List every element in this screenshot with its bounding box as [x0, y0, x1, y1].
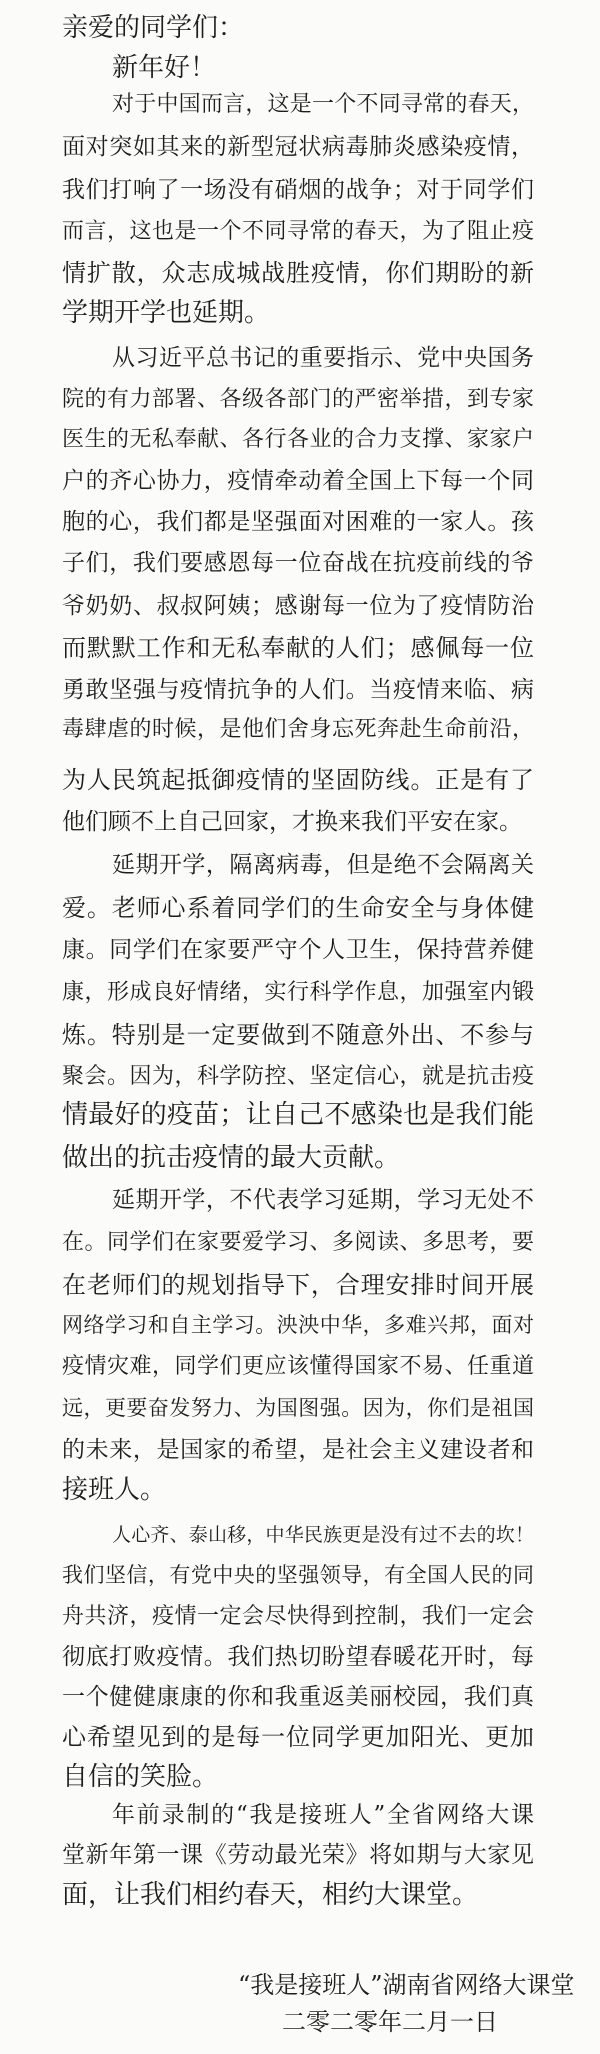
- letter-line: 爷奶奶、叔叔阿姨；感谢每一位为了疫情防治: [62, 593, 534, 619]
- letter-line: 康，形成良好情绪，实行科学作息，加强室内锻: [62, 980, 534, 1005]
- letter-line: 户的齐心协力，疫情牵动着全国上下每一个同: [62, 468, 534, 494]
- letter-line: 情扩散，众志成城战胜疫情，你们期盼的新: [62, 259, 534, 287]
- letter-line: 聚会。因为，科学防控、坚定信心，就是抗击疫: [62, 1064, 534, 1089]
- letter-line: 他们顾不上自己回家，才换来我们平安在家。: [62, 809, 522, 835]
- letter-line: 延期开学，不代表学习延期，学习无处不: [112, 1187, 534, 1213]
- letter-line: 毒肆虐的时候，是他们舍身忘死奔赴生命前沿，: [62, 717, 534, 742]
- letter-line: 做出的抗击疫情的最大贡献。: [62, 1143, 401, 1173]
- greeting: 新年好！: [112, 53, 217, 83]
- letter-line: 一个健健康康的你和我重返美丽校园，我们真: [62, 1684, 534, 1710]
- letter-line: 网络学习和自主学习。泱泱中华，多难兴邦，面对: [62, 1313, 534, 1337]
- letter-line: 人心齐、泰山移，中华民族更是没有过不去的坎！: [112, 1524, 534, 1546]
- letter-line: 接班人。: [62, 1475, 167, 1505]
- letter-line: 自信的笑脸。: [62, 1762, 219, 1792]
- letter-line: 学期开学也延期。: [62, 298, 271, 328]
- letter-line: 远，更要奋发努力、为国图强。因为，你们是祖国: [62, 1396, 534, 1420]
- letter-line: 康。同学们在家要严守个人卫生，保持营养健: [62, 937, 534, 963]
- letter-line: 而默默工作和无私奉献的人们；感佩每一位: [62, 634, 534, 662]
- letter-line: 年前录制的“我是接班人”全省网络大课: [112, 1802, 534, 1828]
- letter-line: 在。同学们在家要爱学习、多阅读、多思考，要: [62, 1230, 534, 1255]
- letter-line: 心希望见到的是每一位同学更加阳光、更加: [62, 1723, 534, 1751]
- letter-line: 爱。老师心系着同学们的生命安全与身体健: [62, 894, 534, 922]
- letter-line: 胞的心，我们都是坚强面对困难的一家人。孩: [62, 509, 534, 535]
- letter-line: 对于中国而言，这是一个不同寻常的春天，: [112, 92, 534, 117]
- letter-line: 面，让我们相约春天，相约大课堂。: [62, 1880, 479, 1910]
- letter-line: 而言，这也是一个不同寻常的春天，为了阻止疫: [62, 219, 534, 244]
- letter-line: 面对突如其来的新型冠状病毒肺炎感染疫情，: [62, 134, 534, 160]
- letter-line: 堂新年第一课《劳动最光荣》将如期与大家见: [62, 1842, 534, 1868]
- signature-organization: “我是接班人”湖南省网络大课堂: [238, 1971, 575, 1999]
- signature-date: 二零二零年二月一日: [282, 2008, 498, 2036]
- letter-line: 从习近平总书记的重要指示、党中央国务: [112, 345, 534, 371]
- letter-line: 为人民筑起抵御疫情的坚固防线。正是有了: [62, 766, 534, 794]
- letter-line: 医生的无私奉献、各行各业的合力支撑、家家户: [62, 427, 534, 452]
- salutation: 亲爱的同学们：: [62, 13, 245, 43]
- letter-line: 院的有力部署、各级各部门的严密举措，到专家: [62, 387, 534, 412]
- letter-line: 我们打响了一场没有硝烟的战争；对于同学们: [62, 177, 534, 203]
- letter-line: 情最好的疫苗；让自己不感染也是我们能: [62, 1100, 534, 1130]
- letter-line: 疫情灾难，同学们更应该懂得国家不易、任重道: [62, 1354, 534, 1379]
- letter-line: 子们，我们要感恩每一位奋战在抗疫前线的爷: [62, 550, 534, 576]
- letter-line: 舟共济，疫情一定会尽快得到控制，我们一定会: [62, 1604, 534, 1629]
- letter-line: 炼。特别是一定要做到不随意外出、不参与: [62, 1021, 534, 1049]
- letter-line: 勇敢坚强与疫情抗争的人们。当疫情来临、病: [62, 677, 534, 703]
- letter-line: 在老师们的规划指导下，合理安排时间开展: [62, 1271, 534, 1299]
- letter-line: 的未来，是国家的希望，是社会主义建设者和: [62, 1437, 534, 1463]
- letter-line: 彻底打败疫情。我们热切盼望春暖花开时，每: [62, 1644, 534, 1670]
- letter-line: 我们坚信，有党中央的坚强领导，有全国人民的同: [62, 1563, 534, 1587]
- letter-line: 延期开学，隔离病毒，但是绝不会隔离关: [112, 852, 534, 878]
